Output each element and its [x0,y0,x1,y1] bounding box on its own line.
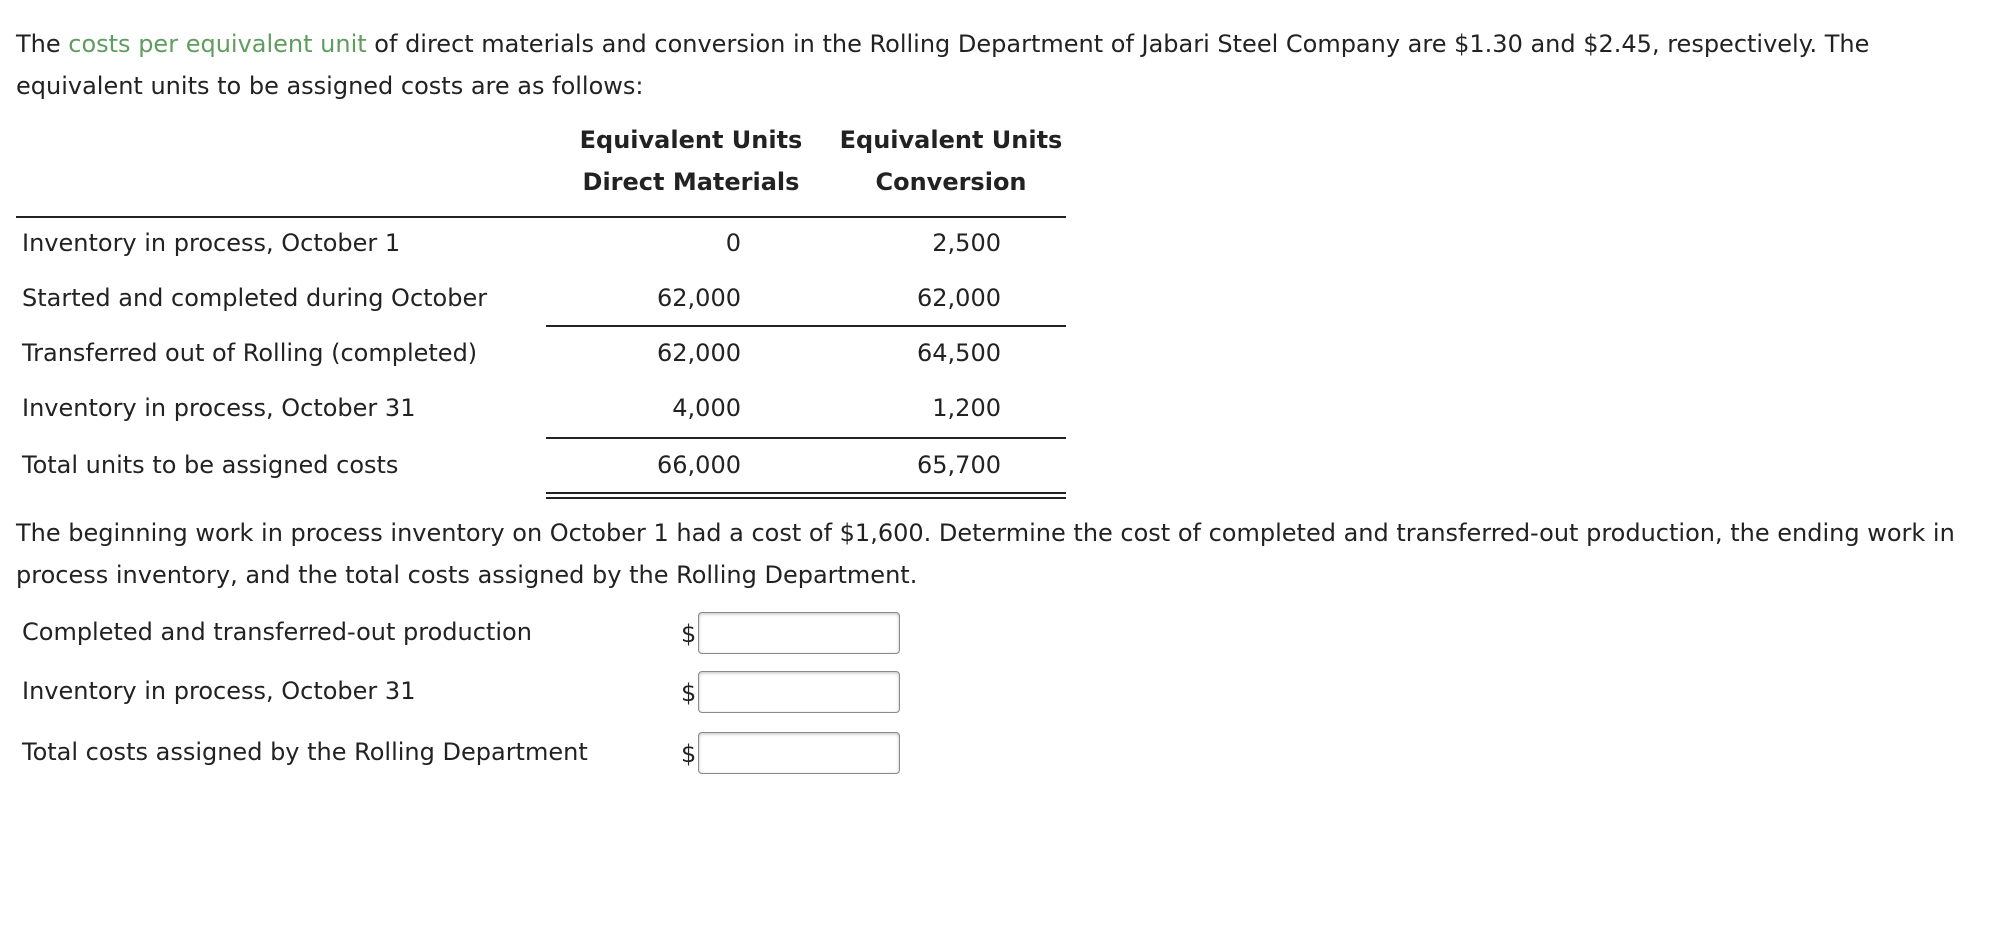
cell-total-units-dm: 66,000 [657,451,741,479]
answer-label-total-costs: Total costs assigned by the Rolling Department [22,738,588,766]
answer-row-total-costs [16,732,916,778]
cell-ending-inventory-dm: 4,000 [672,394,741,422]
answer-label-ending-inventory: Inventory in process, October 31 [22,677,416,705]
row-label-ending-inventory: Inventory in process, October 31 [22,394,416,422]
table-header-divider [16,216,1066,218]
total-double-underline-bottom [546,497,1066,499]
cell-total-units-conversion: 65,700 [917,451,1001,479]
cell-transferred-out-conversion: 64,500 [917,339,1001,367]
ending-inventory-input[interactable] [698,671,900,713]
cell-transferred-out-dm: 62,000 [657,339,741,367]
question-paragraph: The beginning work in process inventory on October 1 had a cost of $1,600. Determine the cost of completed and transferred-out production, the ending work in process inventory, and the total costs assigned by the Rolling Department. [16,519,1955,589]
intro-prefix: The [16,30,69,58]
currency-symbol: $ [681,679,697,707]
header-direct-materials-line2: Direct Materials [582,168,800,196]
cell-beginning-inventory-dm: 0 [725,229,741,257]
header-direct-materials-line1: Equivalent Units [579,126,803,154]
completed-transferred-input[interactable] [698,612,900,654]
answer-row-completed-transferred [16,612,916,658]
row-label-total-units: Total units to be assigned costs [22,451,399,479]
equivalent-units-table [16,126,1066,498]
row-label-beginning-inventory: Inventory in process, October 1 [22,229,401,257]
intro-paragraph [16,23,1996,107]
header-conversion-line2: Conversion [875,168,1027,196]
total-costs-input[interactable] [698,732,900,774]
row-label-transferred-out: Transferred out of Rolling (completed) [22,339,478,367]
header-conversion-line1: Equivalent Units [839,126,1063,154]
cell-started-and-completed-conversion: 62,000 [917,284,1001,312]
cell-started-and-completed-dm: 62,000 [657,284,741,312]
row-label-started-and-completed: Started and completed during October [22,284,488,312]
intro-suffix: of direct materials and conversion in the Rolling Department of Jabari Steel Company are $1.30 and $2.45, respectively. The equivalent units to be assigned costs are as follows: [16,30,1870,100]
costs-per-equivalent-unit-link[interactable]: costs per equivalent unit [68,30,367,58]
answer-label-completed-transferred: Completed and transferred-out production [22,618,532,646]
total-double-underline-top [546,492,1066,494]
cell-beginning-inventory-conversion: 2,500 [932,229,1001,257]
answer-row-ending-inventory [16,671,916,717]
subtotal-divider-2 [546,437,1066,439]
subtotal-divider-1 [546,325,1066,327]
currency-symbol: $ [681,620,697,648]
currency-symbol: $ [681,740,697,768]
cell-ending-inventory-conversion: 1,200 [932,394,1001,422]
